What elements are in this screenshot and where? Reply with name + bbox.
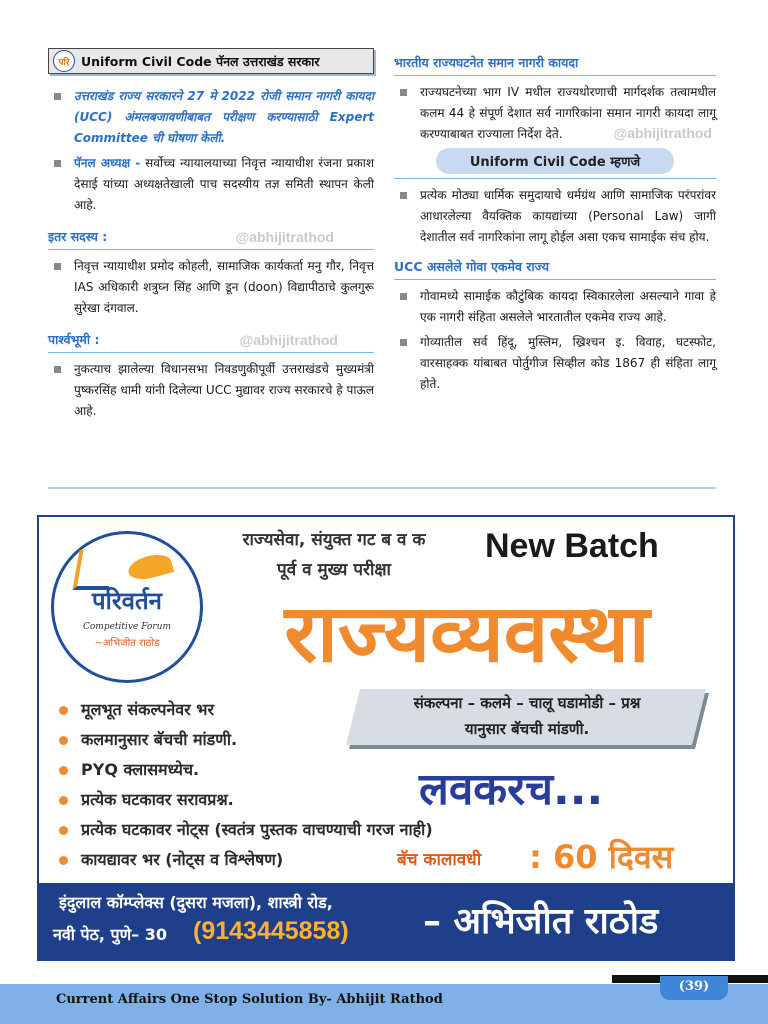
coming-soon: लवकरच... (419, 764, 604, 815)
background-heading (48, 323, 374, 353)
exam-stage: पूर्व व मुख्य परीक्षा (277, 560, 391, 580)
batch-advertisement (37, 515, 735, 961)
feature-item: प्रत्येक घटकावर नोट्स (स्वतंत्र पुस्तक वाचण्याची गरज नाही) (57, 815, 433, 845)
concept-line-1: संकल्पना – कलमे – चालू घडामोडी – प्रश्न (413, 694, 641, 712)
new-batch-label: New Batch (485, 527, 659, 565)
background-list (48, 353, 374, 422)
page-number: (39) (660, 976, 728, 1000)
ucc-panel-title: Uniform Civil Code पॅनल उत्तराखंड सरकार (81, 53, 320, 69)
exam-names: राज्यसेवा, संयुक्त गट ब व क (242, 530, 426, 550)
feature-item: कलमानुसार बॅचची मांडणी. (57, 725, 433, 755)
logo-brand: परिवर्तन (91, 587, 162, 615)
logo-subtitle: Competitive Forum (83, 622, 171, 632)
constitution-list (394, 76, 716, 145)
subject-title: राज्यव्यवस्था (284, 587, 650, 680)
list-item (48, 153, 374, 216)
list-item: निवृत्त न्यायाधीश प्रमोद कोहली, सामाजिक कार्यकर्ता मनु गौर, निवृत्त IAS अधिकारी शत्रुघ्न सिंह आणि डून (doon) विद्यापीठाचे कुलगुरू सुरेखा दंगवाल. (48, 256, 374, 319)
left-column (48, 48, 374, 426)
watermark: @abhijitrathod (613, 125, 712, 141)
ad-contact-bar (39, 883, 733, 959)
others-heading (48, 220, 374, 250)
list-item: गोवामध्ये सामाईक कौटुंबिक कायदा स्विकारलेला असल्याने गावा हे एक नागरी संहिता असलेले भारतातील एकमेव राज्य आहे. (394, 286, 716, 328)
address-line-1: इंदुलाल कॉम्प्लेक्स (दुसरा मजला), शास्त्री रोड, (59, 893, 333, 912)
watermark: @abhijitrathod (239, 332, 338, 348)
address-line-2: नवी पेठ, पुणे– 30 (53, 925, 168, 944)
feature-item: PYQ क्लासमध्येच. (57, 755, 433, 785)
constitution-heading: भारतीय राज्यघटनेत समान नागरी कायदा (394, 48, 716, 76)
ucc-panel-header (48, 48, 374, 74)
parivartan-logo (51, 531, 203, 683)
section-divider (48, 487, 716, 489)
right-column (394, 48, 716, 399)
author-name: – अभिजीत राठोड (423, 901, 659, 942)
feature-item: मूलभूत संकल्पनेवर भर (57, 695, 433, 725)
panel-head-text: सर्वोच्च न्यायालयाच्या निवृत्त न्यायाधीश रंजना प्रकाश देसाई यांच्या अध्यक्षतेखाली पाच सदस्यीय तज्ञ समिती स्थापन केली आहे. (74, 156, 374, 212)
feature-item: कायद्यावर भर (नोट्स व विश्लेषण) (57, 845, 433, 875)
panel-head-label: पॅनल अध्यक्ष - (74, 156, 141, 170)
ucc-meaning-pill: Uniform Civil Code म्हणजे (436, 148, 674, 174)
intro-list (48, 74, 374, 216)
duration-value: : 60 दिवस (529, 838, 674, 876)
intro-text: उत्तराखंड राज्य सरकारने 27 मे 2022 रोजी समान नागरी कायदा (UCC) अंमलबजावणीबाबत परीक्षण करण्यासाठी Expert Committee ची घोषणा केली. (74, 89, 374, 145)
ucc-meaning-list (394, 179, 716, 248)
list-item (394, 82, 716, 145)
parivartan-logo-icon: परि (53, 50, 75, 72)
footer-text: Current Affairs One Stop Solution By- Abhijit Rathod (56, 992, 443, 1007)
page-footer (0, 984, 768, 1024)
concept-line-2: यानुसार बॅचची मांडणी. (464, 720, 590, 738)
logo-author: ~अभिजीत राठोड (94, 638, 160, 649)
list-item: प्रत्येक मोठ्या धार्मिक समुदायाचे धर्मग्रंथ आणि सामाजिक परंपरांवर आधारलेल्या वैयक्तिक कायद्यांच्या (Personal Law) जागी देशातील सर्व नागरिकांना लागू होईल असा एकच सामाईक संच होय. (394, 185, 716, 248)
goa-heading: UCC असलेले गोवा एकमेव राज्य (394, 252, 716, 280)
list-item: नुकत्याच झालेल्या विधानसभा निवडणुकीपूर्वी उत्तराखंडचे मुख्यमंत्री पुष्करसिंह धामी यांनी दिलेल्या UCC मुद्यावर राज्य सरकारचे हे पाऊल आहे. (48, 359, 374, 422)
watermark: @abhijitrathod (235, 229, 334, 245)
others-label: इतर सदस्य : (48, 229, 108, 244)
feature-item: प्रत्येक घटकावर सरावप्रश्न. (57, 785, 433, 815)
goa-list (394, 280, 716, 395)
list-item (48, 86, 374, 149)
list-item: गोव्यातील सर्व हिंदू, मुस्लिम, ख्रिश्चन इ. विवाह, घटस्फोट, वारसाहक्क यांबाबत पोर्तुगीज सिव्हील कोड 1867 ही संहिता लागू होते. (394, 332, 716, 395)
duration-label: बॅच कालावधी (397, 850, 482, 870)
phone-number: (9143445858) (193, 917, 349, 945)
constitution-text: राज्यघटनेच्या भाग IV मधील राज्यधोरणाची मार्गदर्शक तत्वामधील कलम 44 हे संपूर्ण देशात सर्व नागरिकांना समान नागरी कायदा लागू करण्याबाबत राज्याला निर्देश देते. (420, 85, 716, 141)
background-label: पार्श्वभूमी : (48, 332, 100, 347)
others-list (48, 250, 374, 319)
wing-icon (126, 551, 174, 584)
